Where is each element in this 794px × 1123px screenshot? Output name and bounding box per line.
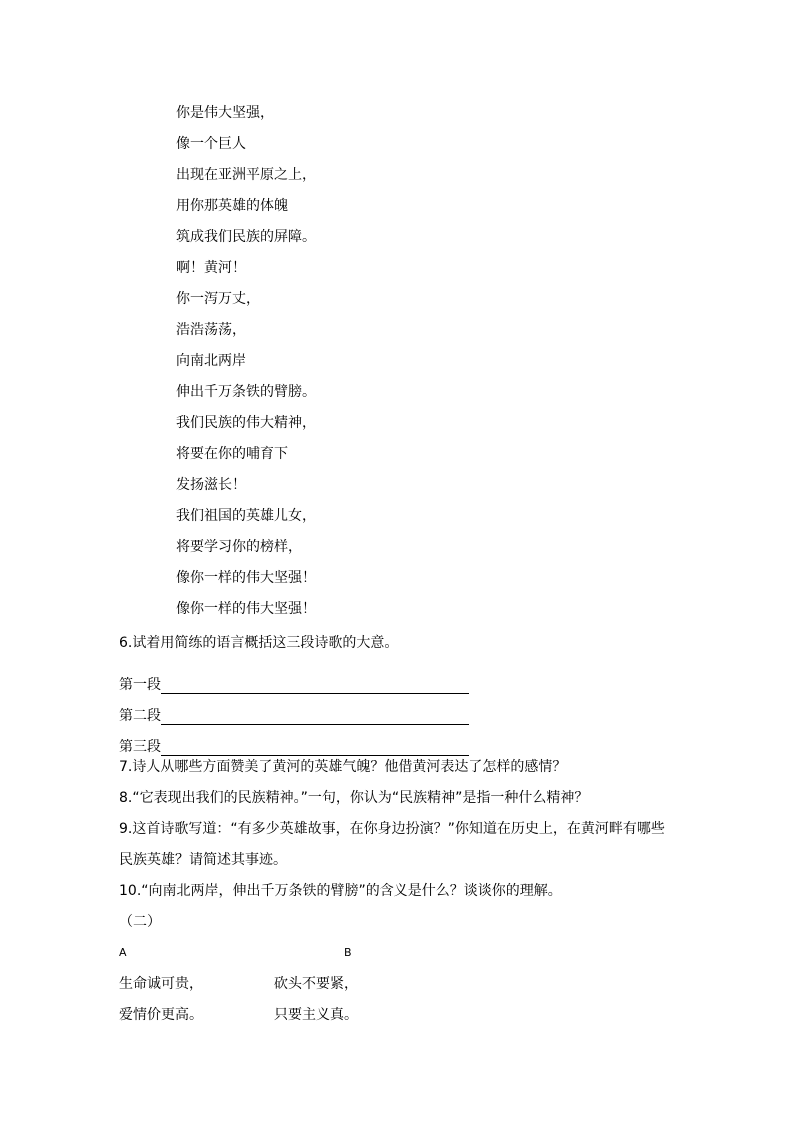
poem-line: 你是伟大坚强， [176,105,274,121]
verse-a: 爱情价更高。 [119,1007,203,1023]
poem-line: 出现在亚洲平原之上， [176,167,316,183]
poem-line: 浩浩荡荡， [176,322,246,338]
column-headers [119,943,719,974]
question-10: 10.“向南北两岸，伸出千万条铁的臂膀”的含义是什么？谈谈你的理解。 [119,883,562,899]
answer-row-1 [119,664,719,695]
answer-blank[interactable] [161,677,469,694]
poem-line: 伸出千万条铁的臂膀。 [176,384,316,400]
verse-b: 只要主义真。 [274,1007,358,1023]
poem-line: 发扬滋长！ [176,477,246,493]
question-6: 6.试着用简练的语言概括这三段诗歌的大意。 [119,635,399,651]
poem-block [176,103,316,630]
answer-row-3 [119,726,719,757]
verse-row-1 [119,974,719,1005]
column-a-label: A [119,946,127,959]
answer-label: 第一段 [119,677,161,693]
verse-row-2 [119,1005,719,1036]
question-9-line-1: 9.这首诗歌写道：“有多少英雄故事，在你身边扮演？”你知道在历史上，在黄河畔有哪些 [119,821,665,837]
question-7: 7.诗人从哪些方面赞美了黄河的英雄气魄？他借黄河表达了怎样的感情？ [119,759,567,775]
answer-label: 第二段 [119,708,161,724]
questions-block [119,633,719,1036]
poem-line: 将要在你的哺育下 [176,446,288,462]
column-b-label: B [344,946,352,959]
answer-row-2 [119,695,719,726]
section-2-label: （二） [119,914,161,930]
verse-b: 砍头不要紧， [274,976,358,992]
poem-line: 像你一样的伟大坚强！ [176,570,316,586]
answer-label: 第三段 [119,739,161,755]
poem-line: 用你那英雄的体魄 [176,198,288,214]
verse-a: 生命诚可贵， [119,976,203,992]
question-8: 8.“它表现出我们的民族精神。”一句，你认为“民族精神”是指一种什么精神？ [119,790,589,806]
poem-line: 像你一样的伟大坚强！ [176,601,316,617]
poem-line: 啊！黄河！ [176,260,246,276]
poem-line: 将要学习你的榜样， [176,539,302,555]
poem-line: 向南北两岸 [176,353,246,369]
poem-line: 我们民族的伟大精神， [176,415,316,431]
answer-blank[interactable] [161,708,469,725]
poem-line: 像一个巨人 [176,136,246,152]
question-9-line-2: 民族英雄？请简述其事迹。 [119,852,287,868]
poem-line: 筑成我们民族的屏障。 [176,229,316,245]
poem-line: 我们祖国的英雄儿女， [176,508,316,524]
poem-line: 你一泻万丈， [176,291,260,307]
answer-blank[interactable] [161,739,469,756]
